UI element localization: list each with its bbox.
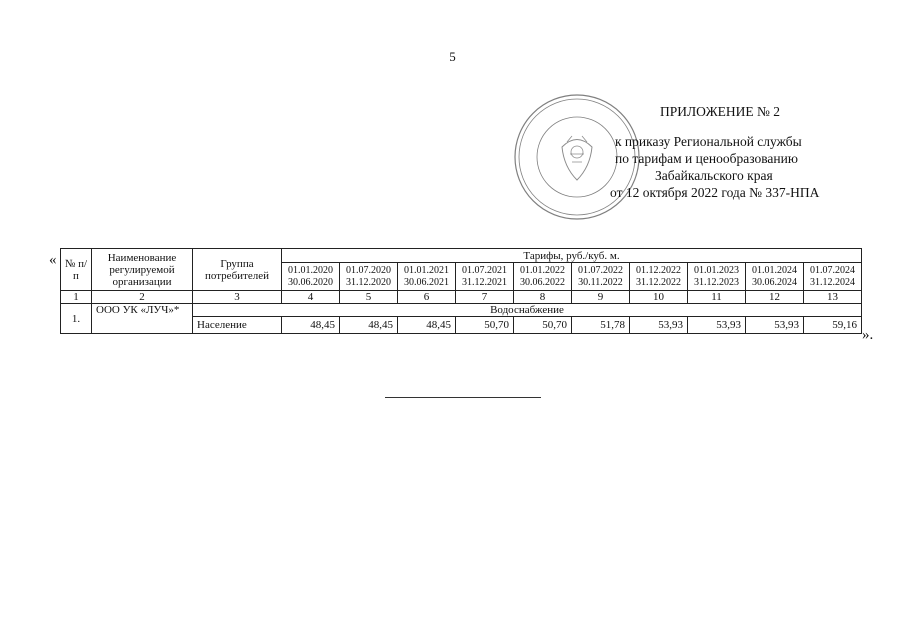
period-5: 01.01.2022 30.06.2022	[514, 263, 572, 291]
footer-divider	[385, 397, 541, 398]
header-org: Наименование регулируемой организации	[92, 249, 193, 291]
col-number: 12	[746, 291, 804, 304]
col-number: 2	[92, 291, 193, 304]
period-1: 01.01.2020 30.06.2020	[282, 263, 340, 291]
consumer-group: Население	[193, 317, 282, 334]
period-7: 01.12.2022 31.12.2022	[630, 263, 688, 291]
tariff-value: 50,70	[456, 317, 514, 334]
col-number: 8	[514, 291, 572, 304]
tariff-value: 59,16	[804, 317, 862, 334]
period-9: 01.01.2024 30.06.2024	[746, 263, 804, 291]
closing-quote: ».	[862, 327, 874, 343]
period-2: 01.07.2020 31.12.2020	[340, 263, 398, 291]
tariff-value: 48,45	[282, 317, 340, 334]
tariff-value: 53,93	[746, 317, 804, 334]
header-group: Группа потребителей	[193, 249, 282, 291]
tariff-value: 51,78	[572, 317, 630, 334]
service-name: Водоснабжение	[193, 304, 862, 317]
col-number: 1	[61, 291, 92, 304]
row-num: 1.	[61, 304, 92, 334]
period-3: 01.01.2021 30.06.2021	[398, 263, 456, 291]
tariff-value: 48,45	[340, 317, 398, 334]
header-num: № п/п	[61, 249, 92, 291]
page-number: 5	[449, 49, 456, 64]
tariff-table	[60, 248, 862, 334]
col-number: 10	[630, 291, 688, 304]
tariff-value: 48,45	[398, 317, 456, 334]
period-8: 01.01.2023 31.12.2023	[688, 263, 746, 291]
col-number: 6	[398, 291, 456, 304]
appendix-title: ПРИЛОЖЕНИЕ № 2	[660, 104, 781, 119]
col-number: 5	[340, 291, 398, 304]
tariff-value: 53,93	[630, 317, 688, 334]
period-10: 01.07.2024 31.12.2024	[804, 263, 862, 291]
opening-quote: «	[49, 252, 57, 268]
period-6: 01.07.2022 30.11.2022	[572, 263, 630, 291]
col-number: 4	[282, 291, 340, 304]
tariff-value: 50,70	[514, 317, 572, 334]
tariff-value: 53,93	[688, 317, 746, 334]
org-name: ООО УК «ЛУЧ»*	[92, 304, 193, 334]
col-number: 9	[572, 291, 630, 304]
appendix-line-3: Забайкальского края	[655, 168, 773, 183]
appendix-line-4: от 12 октября 2022 года № 337-НПА	[610, 185, 820, 200]
col-number: 7	[456, 291, 514, 304]
col-number: 13	[804, 291, 862, 304]
col-number: 3	[193, 291, 282, 304]
header-tariffs: Тарифы, руб./куб. м.	[282, 249, 862, 263]
appendix-line-2: по тарифам и ценообразованию	[615, 151, 798, 166]
period-4: 01.07.2021 31.12.2021	[456, 263, 514, 291]
appendix-line-1: к приказу Региональной службы	[615, 134, 802, 149]
col-number: 11	[688, 291, 746, 304]
